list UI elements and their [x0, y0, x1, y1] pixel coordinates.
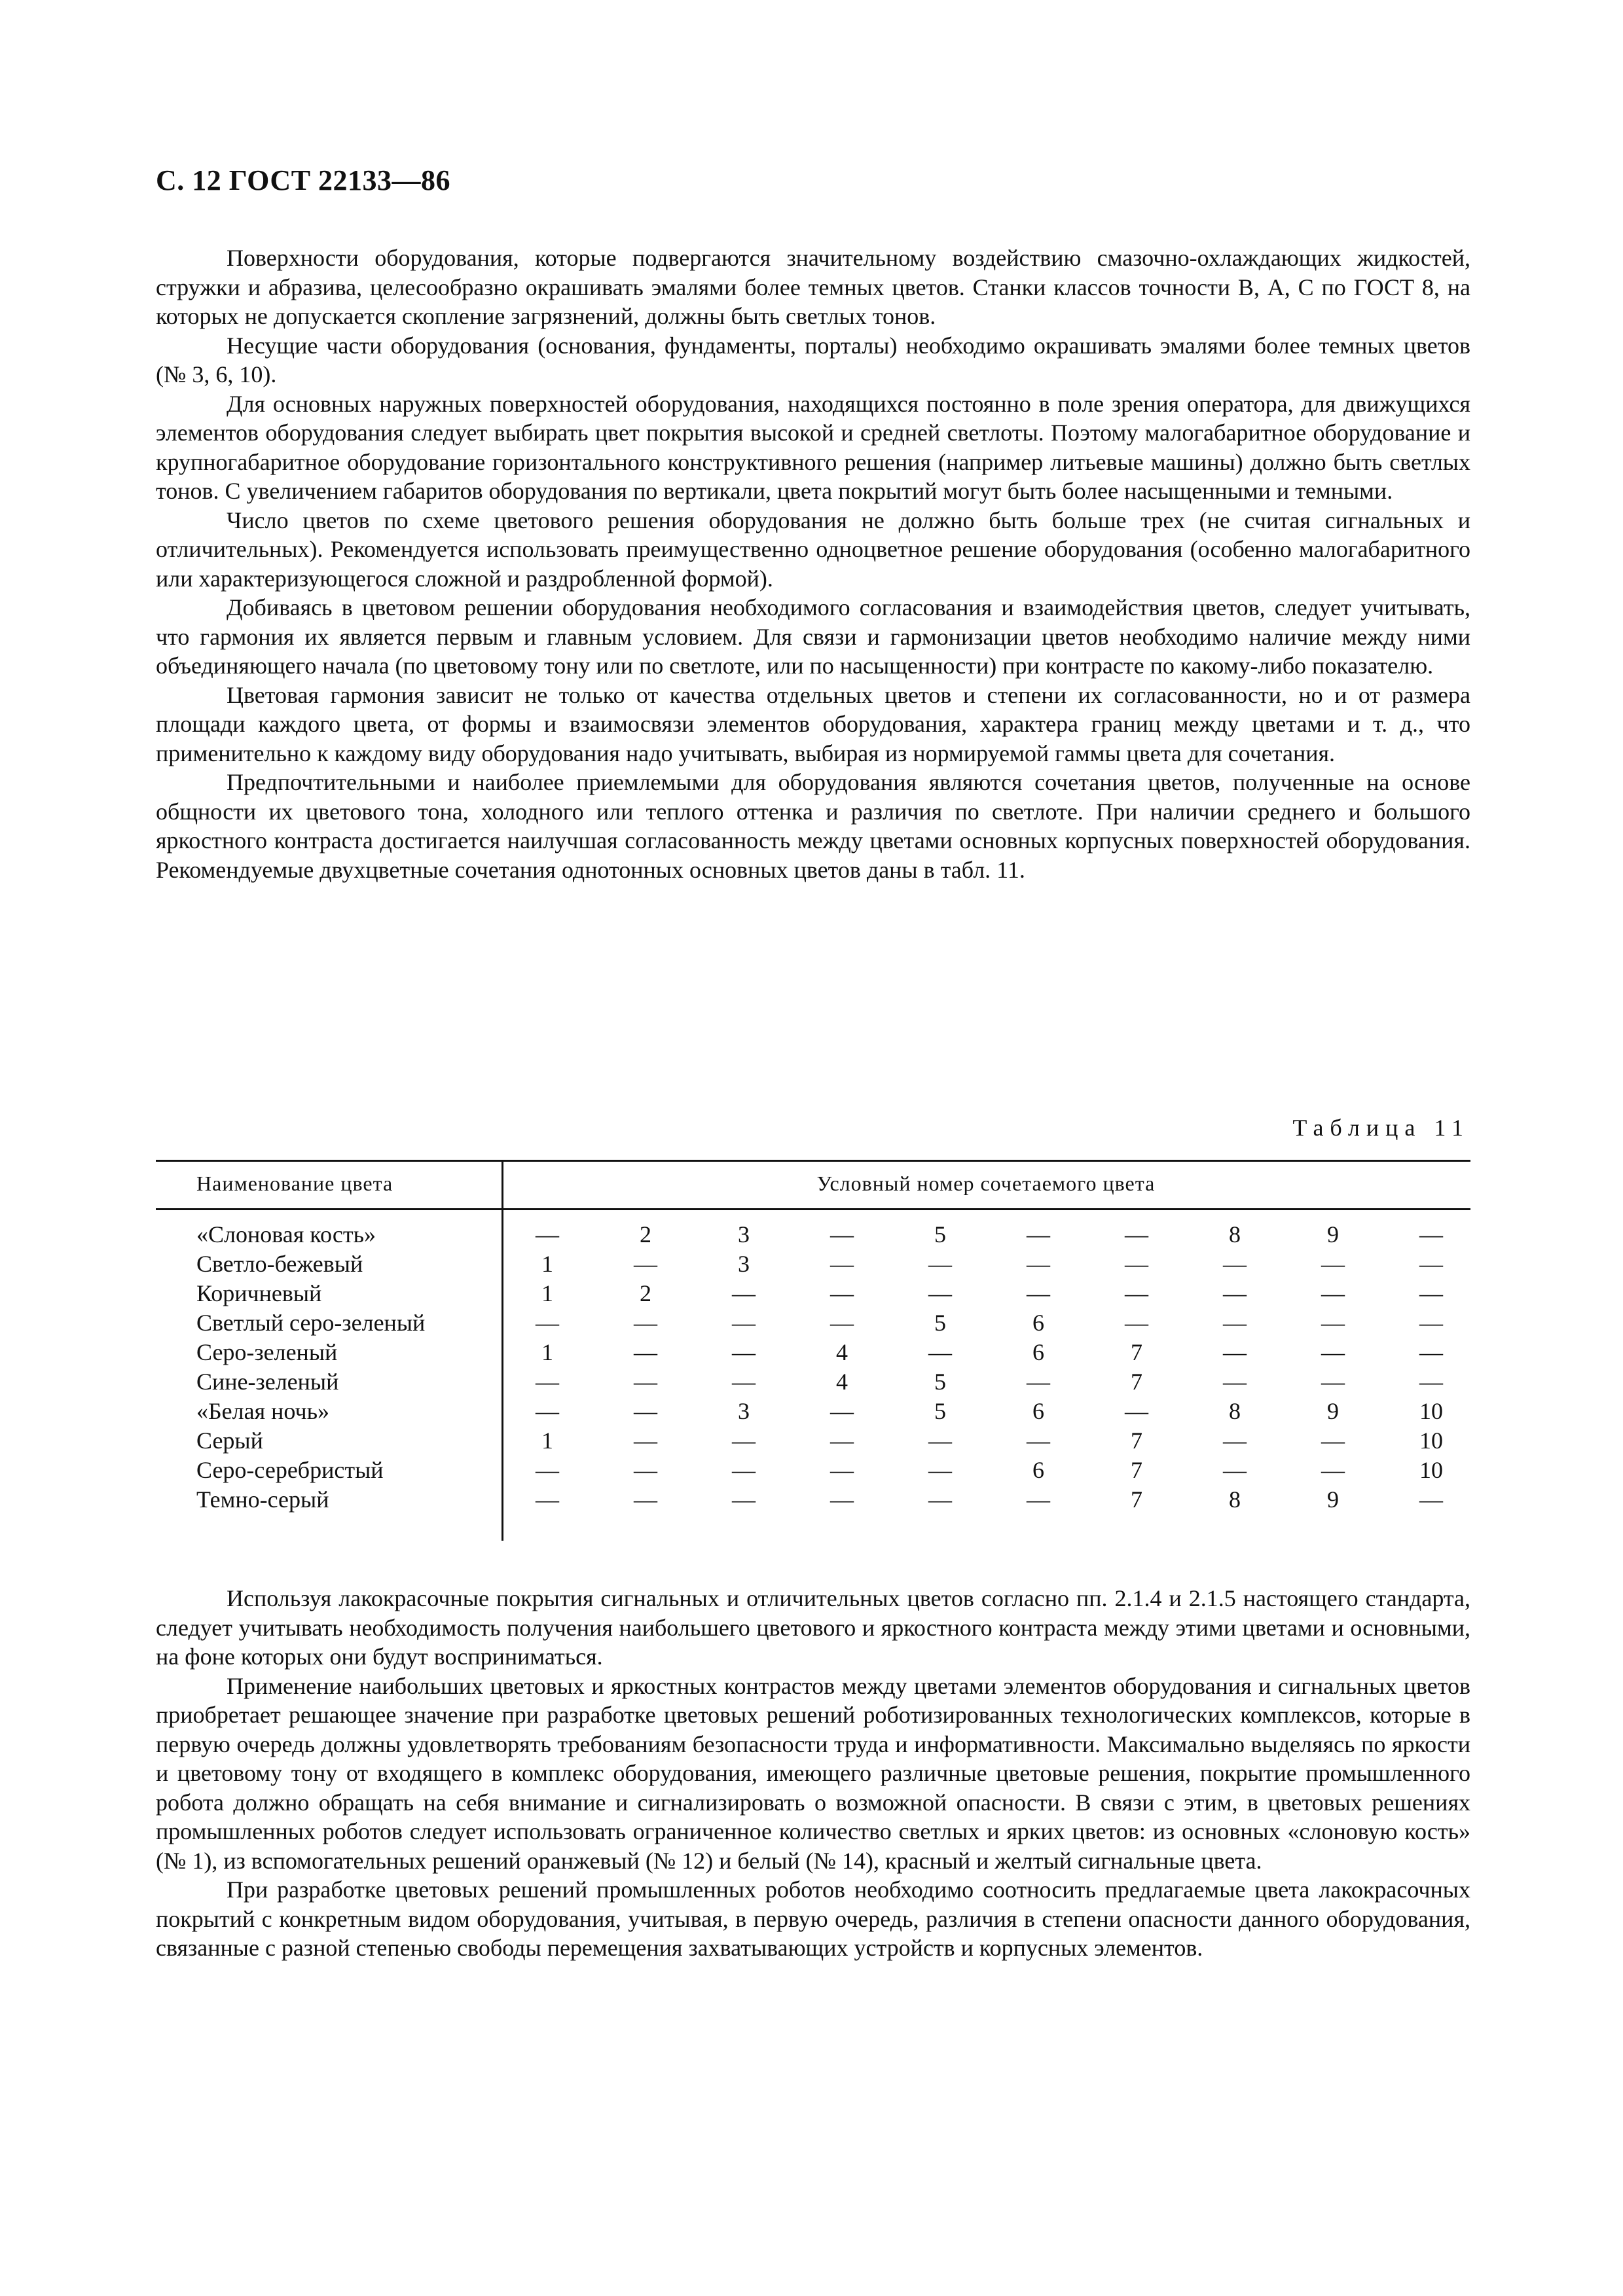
table-cell: —: [732, 1310, 756, 1336]
table-cell: —: [1223, 1280, 1247, 1306]
table-cell: 10: [1419, 1457, 1443, 1483]
table-cell: —: [732, 1486, 756, 1513]
table-cell: —: [1223, 1427, 1247, 1454]
table-cell: 10: [1419, 1398, 1443, 1424]
table-cell: 8: [1229, 1221, 1241, 1247]
table-cell: 7: [1131, 1486, 1142, 1513]
table-cell: 3: [738, 1251, 750, 1277]
text-block-top: [156, 243, 1470, 884]
table-cell: —: [634, 1398, 657, 1424]
table-cell: 6: [1032, 1398, 1044, 1424]
table-cell: —: [928, 1251, 952, 1277]
table-cell: 1: [541, 1339, 553, 1365]
table-cell: —: [634, 1251, 657, 1277]
table-cell: 1: [541, 1280, 553, 1306]
table-cell: —: [634, 1369, 657, 1395]
table-cell: —: [928, 1486, 952, 1513]
table-cell: —: [830, 1251, 854, 1277]
page-header: С. 12 ГОСТ 22133—86: [156, 164, 451, 196]
paragraph: Несущие части оборудования (основания, фундаменты, порталы) необходимо окрашивать эмалями более темных цветов (№ 3, 6, 10).: [156, 332, 1470, 387]
table-cell: 4: [836, 1339, 848, 1365]
table-row-label: Темно-серый: [196, 1486, 329, 1513]
table-cell: —: [1125, 1251, 1148, 1277]
table-cell: —: [536, 1486, 559, 1513]
table-cell: —: [1027, 1427, 1050, 1454]
table-row-label: Коричневый: [196, 1280, 322, 1306]
table-cell: —: [634, 1427, 657, 1454]
table-row-label: Сине-зеленый: [196, 1369, 339, 1395]
table-cell: —: [1419, 1251, 1443, 1277]
table-cell: 9: [1327, 1398, 1339, 1424]
table-cell: —: [1223, 1339, 1247, 1365]
table-cell: —: [536, 1457, 559, 1483]
table-cell: 1: [541, 1427, 553, 1454]
table-cell: —: [928, 1339, 952, 1365]
table-row-label: Серо-серебристый: [196, 1457, 384, 1483]
paragraph: Добиваясь в цветовом решении оборудования необходимого согласования и взаимодействия цветов, следует учитывать, что гармония их является первым и главным условием. Для связи и гармонизации цветов необходимо наличие между ними объединяющего начала (по цветовому тону или по светлоте, или по насыщенности) при контрасте по какому-либо показателю.: [156, 594, 1470, 679]
table-cell: —: [830, 1427, 854, 1454]
text-block-bottom: [156, 1584, 1470, 1963]
table-cell: —: [732, 1457, 756, 1483]
table-cell: 3: [738, 1398, 750, 1424]
table-cell: 4: [836, 1369, 848, 1395]
table-cell: 10: [1419, 1427, 1443, 1454]
table-cell: —: [928, 1457, 952, 1483]
paragraph: Применение наибольших цветовых и яркостных контрастов между цветами элементов оборудования и сигнальных цветов приобретает решающее значение при разработке цветовых решений роботизированных технологических комплексов, которые в первую очередь должны удовлетворять требованиям безопасности труда и информативности. Максимально выделяясь по яркости и цветовому тону от входящего в комплекс оборудования, имеющего различные цветовые решения, покрытие промышленного робота должно обращать на себя внимание и сигнализировать о возможной опасности. В связи с этим, в цветовых решениях промышленных роботов следует использовать ограниченное количество светлых и ярких цветов: из основных «слоновую кость» (№ 1), из вспомогательных решений оранжевый (№ 12) и белый (№ 14), красный и желтый сигнальные цвета.: [156, 1672, 1470, 1874]
table-cell: —: [536, 1221, 559, 1247]
table-cell: —: [536, 1369, 559, 1395]
table-cell: 3: [738, 1221, 750, 1247]
table-cell: —: [1419, 1280, 1443, 1306]
table-cell: —: [634, 1339, 657, 1365]
table-cell: 9: [1327, 1221, 1339, 1247]
table-cell: —: [1321, 1457, 1345, 1483]
color-combination-table: [156, 1160, 1470, 1541]
table-cell: —: [1321, 1427, 1345, 1454]
table-cell: —: [536, 1398, 559, 1424]
table-cell: —: [1027, 1221, 1050, 1247]
table-row-label: Светло-бежевый: [196, 1251, 363, 1277]
table-cell: 5: [934, 1310, 946, 1336]
table-row-label: Серый: [196, 1427, 263, 1454]
table-cell: —: [928, 1427, 952, 1454]
table-cell: —: [1321, 1369, 1345, 1395]
table-cell: 7: [1131, 1457, 1142, 1483]
table-cell: —: [1027, 1486, 1050, 1513]
table-cell: —: [830, 1398, 854, 1424]
table-cell: —: [1321, 1251, 1345, 1277]
table-cell: 5: [934, 1369, 946, 1395]
table-row-label: Серо-зеленый: [196, 1339, 338, 1365]
table-row-label: Светлый серо-зеленый: [196, 1310, 426, 1336]
table-cell: —: [1027, 1280, 1050, 1306]
paragraph: Число цветов по схеме цветового решения оборудования не должно быть больше трех (не считая сигнальных и отличительных). Рекомендуется использовать преимущественно одноцветное решение оборудования (особенно малогабаритного или характеризующегося сложной и раздробленной формой).: [156, 507, 1470, 592]
table-cell: 7: [1131, 1427, 1142, 1454]
table-cell: —: [1223, 1310, 1247, 1336]
table-cell: 5: [934, 1221, 946, 1247]
table-cell: 9: [1327, 1486, 1339, 1513]
table-cell: —: [1321, 1280, 1345, 1306]
table-header-name: Наименование цвета: [196, 1172, 393, 1195]
table-cell: —: [732, 1427, 756, 1454]
table-cell: —: [830, 1221, 854, 1247]
table-cell: 7: [1131, 1369, 1142, 1395]
table-cell: —: [732, 1280, 756, 1306]
table-cell: —: [1419, 1310, 1443, 1336]
paragraph: Для основных наружных поверхностей оборудования, находящихся постоянно в поле зрения оператора, для движущихся элементов оборудования следует выбирать цвет покрытия высокой и средней светлоты. Поэтому малогабаритное оборудование и крупногабаритное оборудование горизонтального конструктивного решения (например литьевые машины) должно быть светлых тонов. С увеличением габаритов оборудования по вертикали, цвета покрытий могут быть более насыщенными и темными.: [156, 390, 1470, 504]
table-row-label: «Слоновая кость»: [196, 1221, 376, 1247]
table-cell: —: [732, 1339, 756, 1365]
table-cell: —: [1027, 1369, 1050, 1395]
table-cell: —: [1125, 1280, 1148, 1306]
table-cell: —: [1419, 1369, 1443, 1395]
table-cell: 2: [640, 1221, 651, 1247]
table-cell: 1: [541, 1251, 553, 1277]
table-column-divider: [501, 1160, 503, 1541]
table-cell: —: [1223, 1457, 1247, 1483]
table-cell: 8: [1229, 1486, 1241, 1513]
table-cell: 5: [934, 1398, 946, 1424]
table-cell: —: [1027, 1251, 1050, 1277]
table-cell: —: [1321, 1339, 1345, 1365]
table-cell: —: [536, 1310, 559, 1336]
table-cell: —: [1223, 1369, 1247, 1395]
table-cell: —: [1321, 1310, 1345, 1336]
table-cell: —: [634, 1310, 657, 1336]
table-cell: 8: [1229, 1398, 1241, 1424]
table-cell: —: [634, 1457, 657, 1483]
table-header-numbers: Условный номер сочетаемого цвета: [816, 1172, 1156, 1195]
table-cell: 6: [1032, 1457, 1044, 1483]
paragraph: При разработке цветовых решений промышленных роботов необходимо соотносить предлагаемые цвета лакокрасочных покрытий с конкретным видом оборудования, учитывая, в первую очередь, различия в степени опасности данного оборудования, связанные с разной степенью свободы перемещения захватывающих устройств и корпусных элементов.: [156, 1876, 1470, 1961]
table-cell: —: [830, 1457, 854, 1483]
table-cell: —: [1125, 1221, 1148, 1247]
table-top-rule: [156, 1160, 1470, 1162]
table-cell: —: [1125, 1310, 1148, 1336]
table-cell: —: [634, 1486, 657, 1513]
table-cell: —: [1125, 1398, 1148, 1424]
table-cell: —: [1223, 1251, 1247, 1277]
table-header-rule: [156, 1208, 1470, 1210]
table-caption: Таблица 11: [1292, 1115, 1470, 1141]
table-cell: 2: [640, 1280, 651, 1306]
table-cell: 6: [1032, 1339, 1044, 1365]
table-cell: —: [830, 1486, 854, 1513]
paragraph: Поверхности оборудования, которые подвергаются значительному воздействию смазочно-охлаждающих жидкостей, стружки и абразива, целесообразно окрашивать эмалями более темных цветов. Станки классов точности В, А, С по ГОСТ 8, на которых не допускается скопление загрязнений, должны быть светлых тонов.: [156, 245, 1470, 329]
table-cell: 7: [1131, 1339, 1142, 1365]
paragraph: Предпочтительными и наиболее приемлемыми для оборудования являются сочетания цветов, полученные на основе общности их цветового тона, холодного или теплого оттенка и различия по светлоте. При наличии среднего и большого яркостного контраста достигается наилучшая согласованность между цветами основных корпусных поверхностей оборудования. Рекомендуемые двухцветные сочетания однотонных основных цветов даны в табл. 11.: [156, 769, 1470, 883]
table-cell: —: [830, 1280, 854, 1306]
table-cell: 6: [1032, 1310, 1044, 1336]
table-cell: —: [1419, 1486, 1443, 1513]
paragraph: Цветовая гармония зависит не только от качества отдельных цветов и степени их согласованности, но и от размера площади каждого цвета, от формы и взаимосвязи элементов оборудования, характера границ между цветами и т. д., что применительно к каждому виду оборудования надо учитывать, выбирая из нормируемой гаммы цвета для сочетания.: [156, 681, 1470, 766]
paragraph: Используя лакокрасочные покрытия сигнальных и отличительных цветов согласно пп. 2.1.4 и 2.1.5 настоящего стандарта, следует учитывать необходимость получения наибольшего цветового и яркостного контраста между этими цветами и основными, на фоне которых они будут восприниматься.: [156, 1585, 1470, 1670]
table-cell: —: [830, 1310, 854, 1336]
table-row-label: «Белая ночь»: [196, 1398, 330, 1424]
table-cell: —: [1419, 1339, 1443, 1365]
table-cell: —: [928, 1280, 952, 1306]
table-cell: —: [1419, 1221, 1443, 1247]
table-cell: —: [732, 1369, 756, 1395]
